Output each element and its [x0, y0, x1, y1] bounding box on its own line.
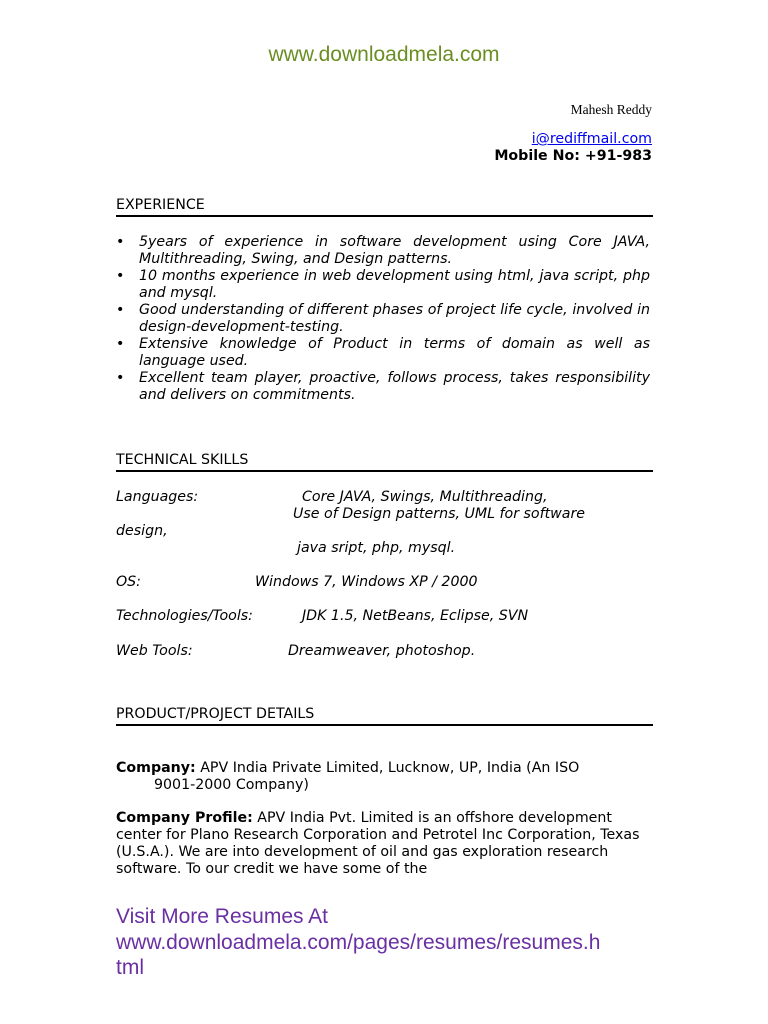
site-header-link[interactable]: www.downloadmela.com — [268, 43, 500, 66]
languages-value: Core JAVA, Swings, Multithreading, — [302, 489, 548, 505]
os-label: OS: — [116, 574, 141, 590]
footer-promo[interactable] — [116, 904, 676, 981]
company-line — [116, 760, 653, 777]
list-item: • Excellent team player, proactive, follows process, takes responsibility and delivers on commitments. — [116, 370, 650, 403]
bullet-icon: • — [116, 336, 125, 352]
list-item: • Extensive knowledge of Product in terms of domain as well as language used. — [116, 336, 650, 369]
bullet-icon: • — [116, 302, 125, 318]
profile-label: Company Profile: — [116, 810, 253, 826]
languages-value-4: java sript, php, mysql. — [297, 540, 456, 556]
company-profile — [116, 810, 653, 878]
languages-label: Languages: — [116, 489, 199, 505]
web-tools-label: Web Tools: — [116, 643, 193, 659]
projects-heading: PRODUCT/PROJECT DETAILS — [116, 706, 653, 726]
bullet-icon: • — [116, 234, 125, 250]
footer-link[interactable]: www.downloadmela.com/pages/resumes/resumes.h — [116, 930, 601, 954]
tools-label: Technologies/Tools: — [116, 608, 253, 624]
languages-value-3: design, — [116, 523, 168, 539]
experience-list — [116, 234, 650, 404]
languages-value-2: Use of Design patterns, UML for software — [293, 506, 586, 522]
bullet-icon: • — [116, 268, 125, 284]
experience-heading: EXPERIENCE — [116, 197, 653, 217]
company-line-2 — [116, 777, 691, 794]
email-link[interactable]: i@rediffmail.com — [531, 131, 652, 147]
profile-text: APV India Pvt. Limited is an offshore development center for Plano Research Corporation and Petrotel Inc Corporation, Texas (U.S.A.). We are into development of oil and gas exploration research software. To our credit we have some of the — [116, 810, 640, 877]
list-item: • 10 months experience in web development using html, java script, php and mysql. — [116, 268, 650, 301]
list-item: • 5years of experience in software development using Core JAVA, Multithreading, Swing, and Design patterns. — [116, 234, 650, 267]
mobile-number: Mobile No: +91-983 — [494, 148, 652, 164]
web-tools-value: Dreamweaver, photoshop. — [288, 643, 476, 659]
os-value: Windows 7, Windows XP / 2000 — [255, 574, 478, 590]
footer-link-end[interactable]: tml — [116, 956, 144, 979]
tools-value: JDK 1.5, NetBeans, Eclipse, SVN — [302, 608, 529, 624]
skills-heading: TECHNICAL SKILLS — [116, 452, 653, 472]
company-label: Company: — [116, 760, 196, 776]
footer-line-1: Visit More Resumes At — [116, 905, 329, 928]
company-value-2: 9001-2000 Company) — [154, 777, 309, 793]
bullet-icon: • — [116, 370, 125, 386]
list-item: • Good understanding of different phases of project life cycle, involved in design-development-testing. — [116, 302, 650, 335]
company-value: APV India Private Limited, Lucknow, UP, India (An ISO — [195, 760, 580, 776]
candidate-name: Mahesh Reddy — [570, 102, 652, 117]
